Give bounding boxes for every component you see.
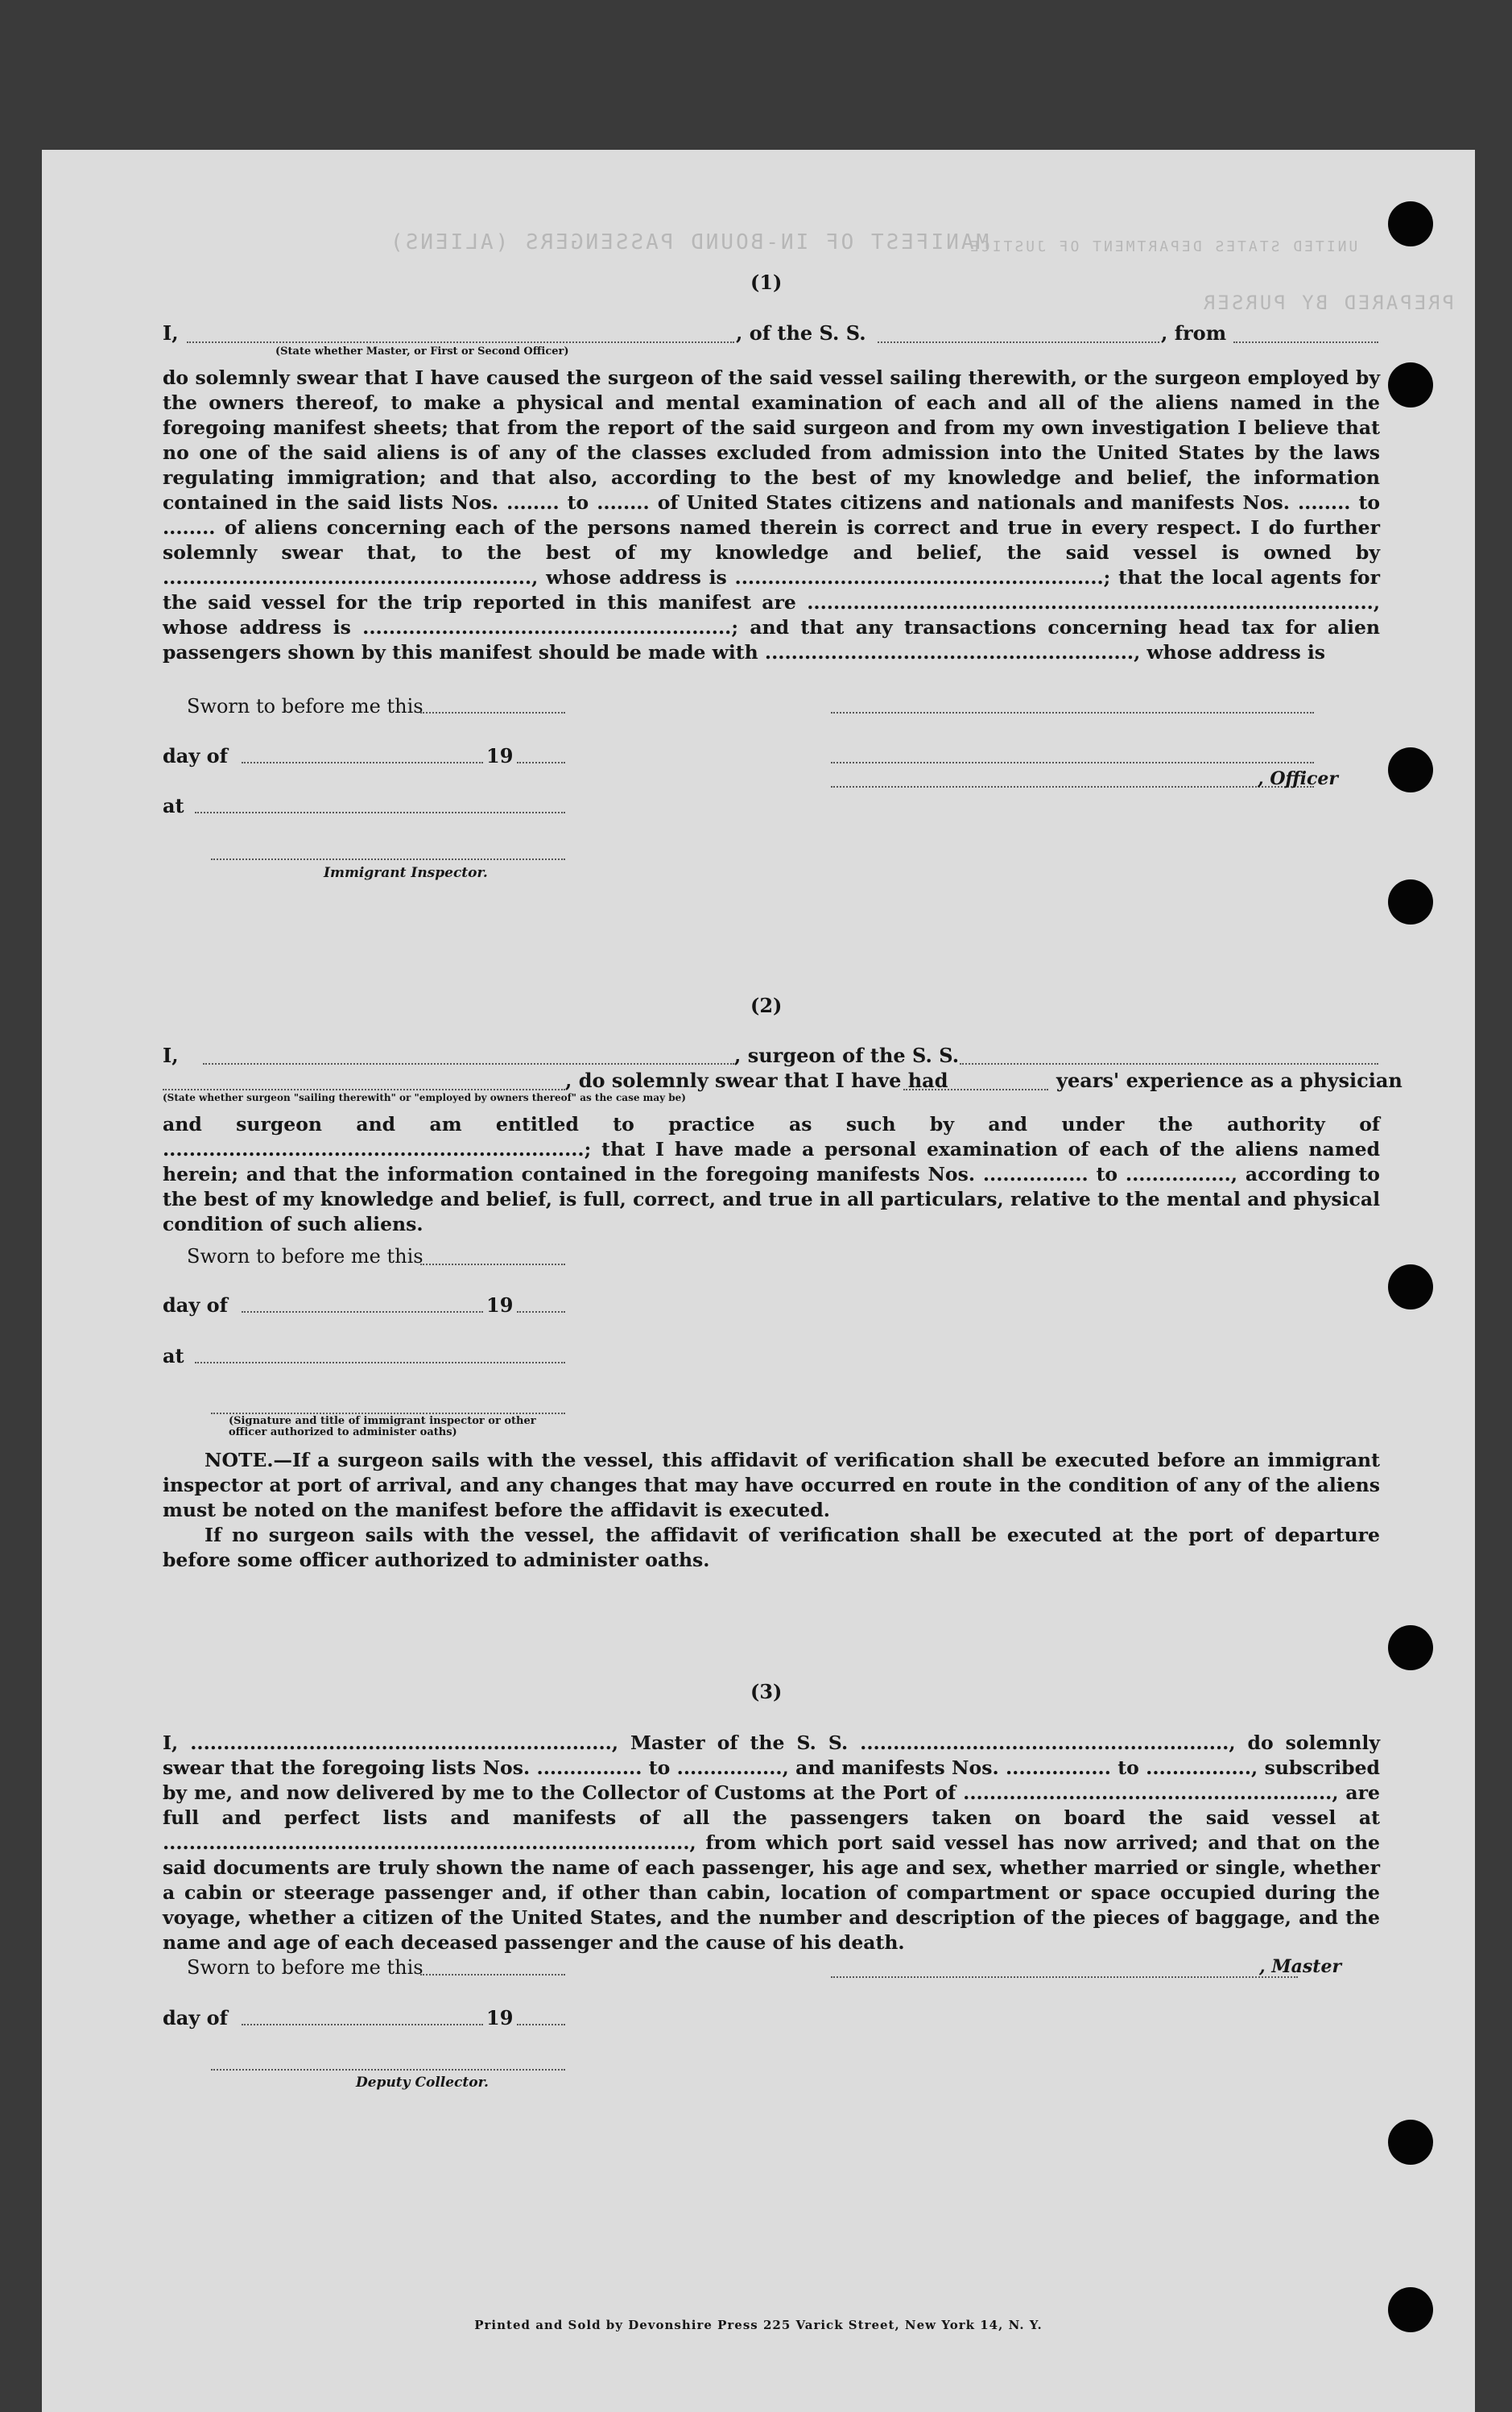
- faint-header-line1: MANIFEST OF IN-BOUND PASSENGERS (ALIENS): [388, 230, 989, 254]
- binder-hole: [1388, 1625, 1433, 1670]
- section-2-oath-text: and surgeon and am entitled to practice as such by and under the authority of ................................................................; that I have made a personal examination of each of the aliens named herein; and that the information contained in the foregoing manifests Nos. ................ to ................, according to the best of my knowledge and belief, is full, correct, and true in all particulars, relative to the mental and physical condition of such aliens.: [163, 1113, 1380, 1235]
- section-3-collector-line: [211, 2069, 565, 2071]
- section-2-number: (2): [750, 994, 783, 1017]
- binder-hole: [1388, 2120, 1433, 2165]
- binder-hole: [1388, 362, 1433, 408]
- section-1-officer-label: , Officer: [1258, 768, 1339, 789]
- section-1-officer-rule-1: [831, 712, 1314, 714]
- section-1-officer-name-line: [187, 341, 734, 343]
- section-3-year-label: 19: [486, 2006, 514, 2029]
- section-1-at-label: at: [163, 794, 184, 817]
- faint-header-line2: UNITED STATES DEPARTMENT OF JUSTICE: [968, 238, 1358, 255]
- section-1-from-label: , from: [1161, 321, 1227, 345]
- section-1-sworn-label: Sworn to before me this: [187, 695, 423, 718]
- note-paragraph-1: [163, 1448, 1380, 1523]
- section-1-inspector-label: Immigrant Inspector.: [324, 865, 488, 881]
- section-2-vessel-line: [960, 1063, 1378, 1065]
- section-1-day-line: [242, 762, 483, 763]
- section-2-caption: (State whether surgeon "sailing therewith" or "employed by owners thereof" as the case may be): [163, 1092, 686, 1103]
- binder-hole: [1388, 879, 1433, 925]
- section-3-day-line: [242, 2024, 483, 2025]
- section-1-ss-label: , of the S. S.: [736, 321, 866, 345]
- section-2-signature-line: [211, 1413, 565, 1414]
- section-3-master-label: , Master: [1259, 1956, 1342, 1977]
- section-3-master-line: [831, 1976, 1298, 1978]
- binder-hole: [1388, 201, 1433, 246]
- section-2-surgeon-label: , surgeon of the S. S.: [734, 1044, 960, 1067]
- section-1-year-line: [517, 762, 565, 763]
- manifest-page: [42, 150, 1475, 2412]
- section-3-oath-text: I, ................................................................, Master of the S. S. ........................................................, do solemnly swear that the foregoing lists Nos. ................ to ................, and manifests Nos. ................ to ................, subscribed by me, and now delivered by me to the Collector of Customs at the Port of ........................................................, are full and perfect lists and manifests of all the passengers taken on board the said vessel at ................................................................................, from which port said vessel has now arrived; and that on the said documents are truly shown the name of each passenger, his age and sex, whether married or single, whether a cabin or steerage passenger and, if other than cabin, location of compartment or space occupied during the voyage, whether a citizen of the United States, and the number and description of the pieces of baggage, and the name and age of each deceased passenger and the cause of his death.: [163, 1731, 1380, 1954]
- section-3-year-line: [517, 2024, 565, 2025]
- printer-imprint: Printed and Sold by Devonshire Press 225 Varick Street, New York 14, N. Y.: [474, 2318, 1043, 2332]
- section-2-sworn-label: Sworn to before me this: [187, 1245, 423, 1268]
- section-2-status-line: [163, 1089, 565, 1090]
- section-1-oath-text: do solemnly swear that I have caused the surgeon of the said vessel sailing therewith, or the surgeon employed by the owners thereof, to make a physical and mental examination of each and all of the aliens named in the foregoing manifest sheets; that from the report of the said surgeon and from my own investigation I believe that no one of the said aliens is of any of the classes excluded from admission into the United States by the laws regulating immigration; and that also, according to the best of my knowledge and belief, the information contained in the said lists Nos. ........ to ........ of United States citizens and nationals and manifests Nos. ........ to ........ of aliens concerning each of the persons named therein is correct and true in every respect. I do further solemnly swear that, to the best of my knowledge and belief, the said vessel is owned by ........................................................, whose address is ........................................................; that the local agents for the said vessel for the trip reported in this manifest are ......................................................................................, whose address is ........................................................; and that any transactions concerning head tax for alien passengers shown by this manifest should be made with ........................................................, whose address is: [163, 366, 1380, 664]
- section-2-at-line: [195, 1362, 565, 1363]
- section-1-day-of-label: day of: [163, 744, 228, 767]
- section-2-sworn-line: [420, 1264, 565, 1265]
- section-2-year-line: [517, 1311, 565, 1313]
- section-1-from-line: [1233, 341, 1378, 343]
- section-2-day-line: [242, 1311, 483, 1313]
- note-text-1: —If a surgeon sails with the vessel, this affidavit of verification shall be executed before an immigrant inspector at port of arrival, and any changes that may have occurred en route in the condition of any of the aliens must be noted on the manifest before the affidavit is executed.: [163, 1449, 1380, 1521]
- section-1-sworn-line: [420, 712, 565, 714]
- section-1-year-label: 19: [486, 744, 514, 767]
- section-1-i-label: I,: [163, 321, 179, 345]
- section-3-sworn-line: [420, 1974, 565, 1976]
- section-1-inspector-line: [211, 858, 565, 860]
- binder-hole: [1388, 1264, 1433, 1309]
- section-2-day-of-label: day of: [163, 1293, 228, 1317]
- section-2-years-text: years' experience as a physician: [1056, 1069, 1403, 1092]
- section-1-vessel-line: [878, 341, 1159, 343]
- section-1-officer-rule-2: [831, 762, 1314, 763]
- section-1-officer-caption: (State whether Master, or First or Second Officer): [275, 345, 569, 358]
- section-2-at-label: at: [163, 1344, 184, 1367]
- section-2-year-label: 19: [486, 1293, 514, 1317]
- note-label: NOTE.: [204, 1449, 274, 1471]
- section-3-sworn-label: Sworn to before me this: [187, 1956, 423, 1979]
- section-2-i-label: I,: [163, 1044, 179, 1067]
- section-3-day-of-label: day of: [163, 2006, 228, 2029]
- note-paragraph-2: If no surgeon sails with the vessel, the affidavit of verification shall be executed at the port of departure before some officer authorized to administer oaths.: [163, 1524, 1380, 1571]
- binder-hole: [1388, 747, 1433, 792]
- section-2-swear-text: , do solemnly swear that I have had: [565, 1069, 948, 1092]
- faint-header-line3: PREPARED BY PURSER: [1201, 292, 1455, 314]
- section-2-years-line: [903, 1089, 1048, 1090]
- binder-hole: [1388, 2287, 1433, 2332]
- section-3-number: (3): [750, 1680, 783, 1703]
- section-1-officer-rule-3: [831, 786, 1314, 788]
- section-1-number: (1): [750, 271, 783, 294]
- section-2-sig-caption: (Signature and title of immigrant inspector or other officer authorized to administer oaths): [229, 1415, 536, 1438]
- section-1-at-line: [195, 812, 565, 813]
- section-3-collector-label: Deputy Collector.: [356, 2075, 489, 2091]
- section-2-surgeon-name-line: [203, 1063, 734, 1065]
